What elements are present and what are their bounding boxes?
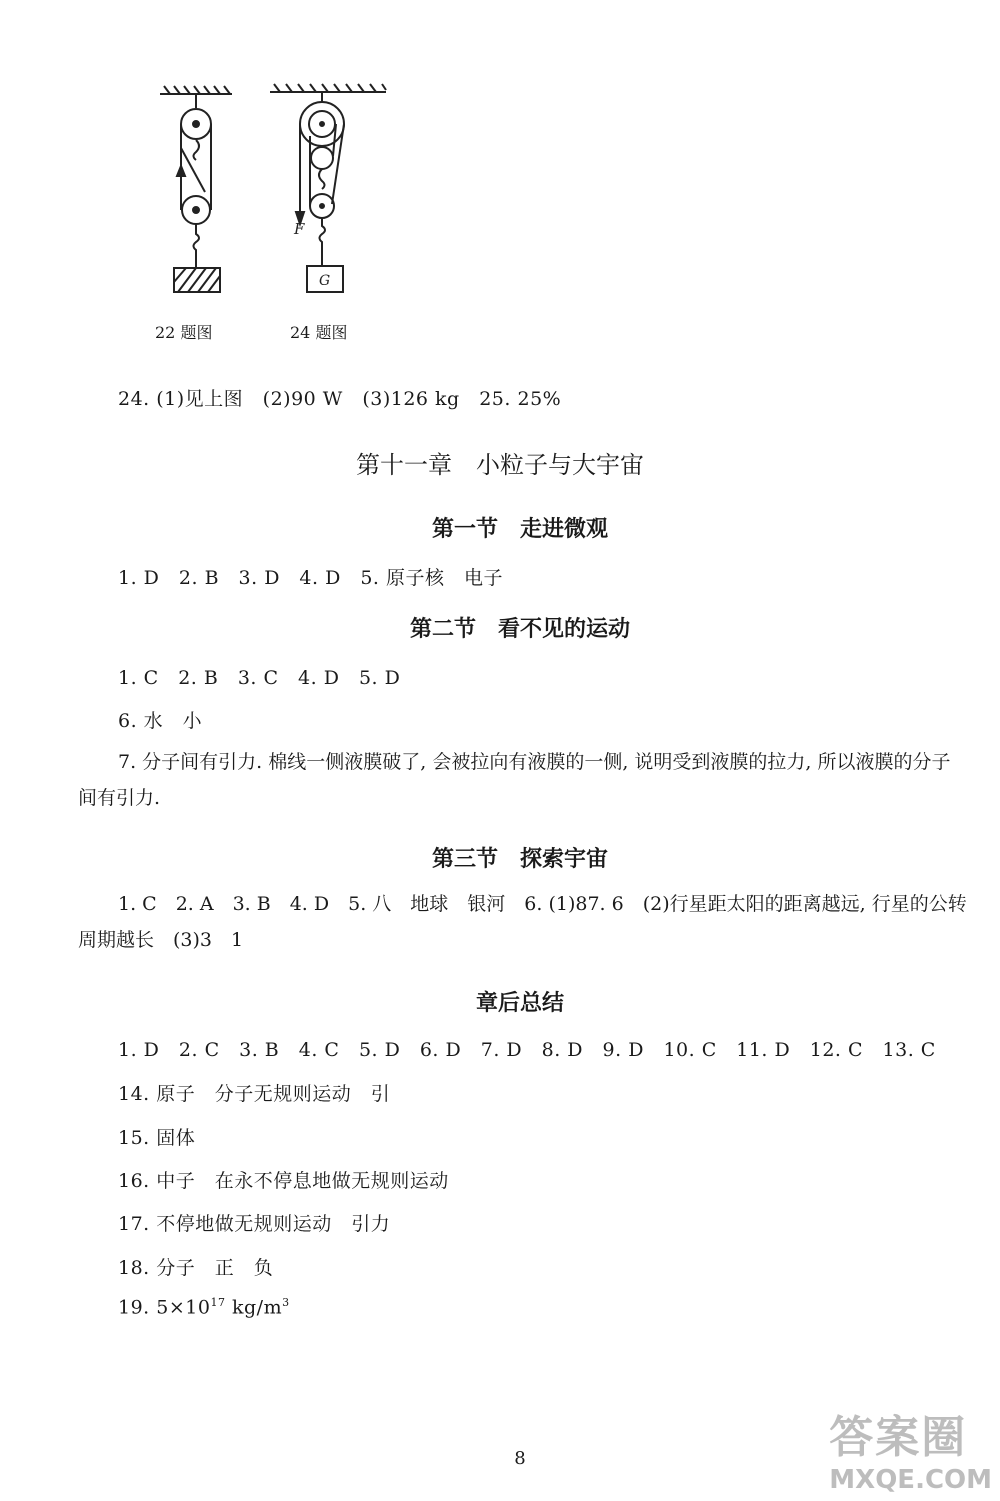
line19-prefix: 19. 5×10 [118,1296,211,1319]
line19-unit: kg/m [225,1296,283,1319]
summary-line17: 17. 不停地做无规则运动 引力 [118,1213,391,1235]
watermark-big-text: 答案圈 [829,1412,968,1463]
section1-title: 第一节 走进微观 [431,517,608,542]
line19-unit-exponent: 3 [282,1296,290,1309]
fig24-pulley-system [270,84,386,292]
summary-line1: 1. D 2. C 3. B 4. C 5. D 6. D 7. D 8. D 9. D 10. C 11. D 12. C 13. C [118,1039,936,1061]
fig22-pulley-system [160,86,232,292]
watermark-site-text: MXQE.COM [829,1465,992,1495]
line19-exponent: 17 [210,1296,226,1309]
section2-line2: 6. 水 小 [118,710,203,732]
page-number: 8 [514,1448,526,1469]
fig24-weight-label: G [319,273,331,289]
summary-title: 章后总结 [475,991,564,1016]
pulley-figures [150,80,410,310]
summary-line18: 18. 分子 正 负 [118,1257,274,1279]
section3-para: 1. C 2. A 3. B 4. D 5. 八 地球 银河 6. (1)87. 6 (2)行星距太阳的距离越远, 行星的公转周期越长 (3)3 1 [78,893,967,951]
summary-line19 [118,1296,290,1318]
summary-line14: 14. 原子 分子无规则运动 引 [118,1083,391,1105]
fig22-caption: 22 题图 [155,323,213,342]
answer-24-25: 24. (1)见上图 (2)90 W (3)126 kg 25. 25% [118,388,562,410]
section2-para7: 7. 分子间有引力. 棉线一侧液膜破了, 会被拉向有液膜的一侧, 说明受到液膜的拉力, 所以液膜的分子间有引力. [78,751,951,809]
section1-answers: 1. D 2. B 3. D 4. D 5. 原子核 电子 [118,567,504,589]
chapter-title: 第十一章 小粒子与大宇宙 [356,451,644,479]
watermark-logo [829,1401,992,1495]
section2-title: 第二节 看不见的运动 [409,617,630,642]
section3-title: 第三节 探索宇宙 [431,847,608,872]
summary-line16: 16. 中子 在永不停息地做无规则运动 [118,1170,449,1192]
section2-line1: 1. C 2. B 3. C 4. D 5. D [118,667,401,689]
fig24-caption: 24 题图 [290,323,348,342]
summary-line15: 15. 固体 [118,1127,196,1149]
fig24-force-label: F [294,220,305,238]
